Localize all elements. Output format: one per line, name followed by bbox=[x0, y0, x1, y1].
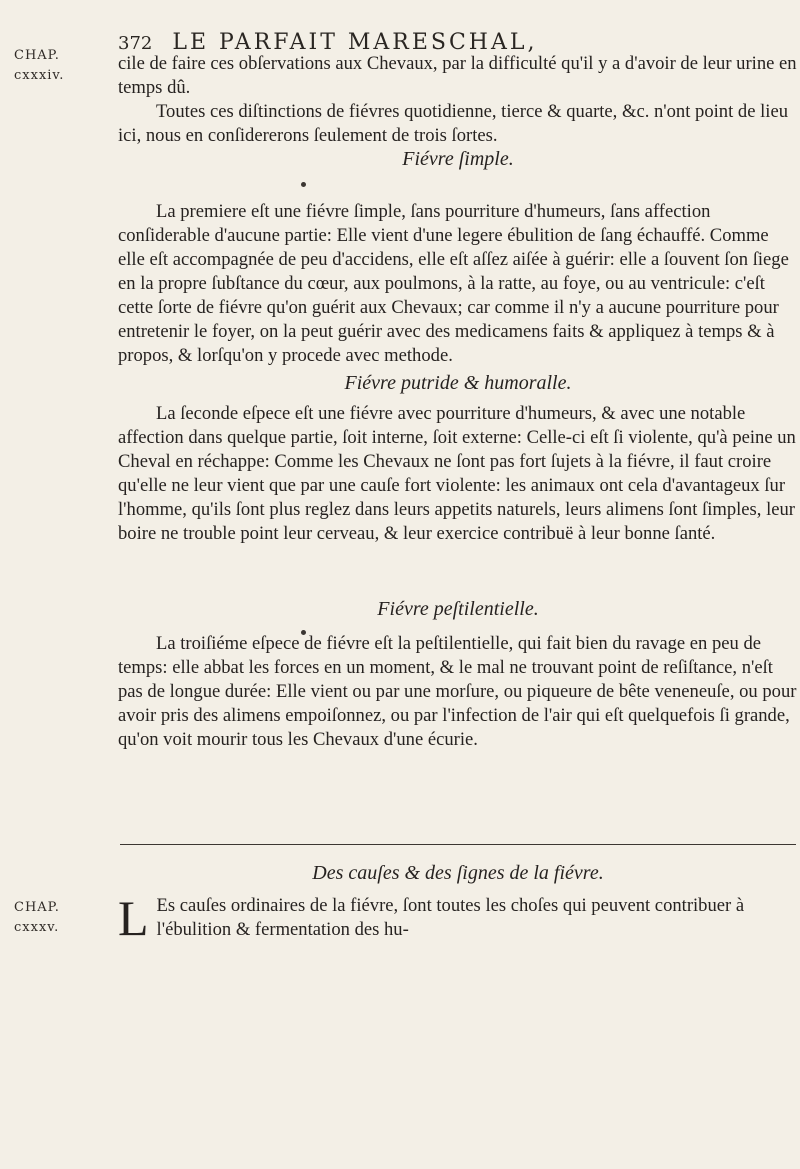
paragraph-pestilential-fever: La troiſiéme eſpece de fiévre eſt la peſtilentielle, qui fait bien du ravage en peu de temps: elle abbat les forces en un moment, & le mal ne trouvant point de reſiſtance, n'eſt pas de longue durée: Elle vient ou par une morſure, ou piqueure de bête veneneuſe, ou pour avoir pris des alimens empoiſonnez, ou par l'infection de l'air qui eſt quelquefois ſi grande, qu'on voit mourir tous les Chevaux d'une écurie. bbox=[118, 633, 797, 750]
margin-chap-number: cxxxv. bbox=[14, 920, 60, 935]
section-putrid-fever bbox=[118, 402, 798, 546]
section-pestilential-fever bbox=[118, 632, 798, 752]
section-causes bbox=[118, 890, 798, 946]
running-title: LE PARFAIT MARESCHAL, bbox=[172, 30, 538, 55]
printer-dot bbox=[301, 182, 306, 187]
heading-pestilential-fever: Fiévre peſtilentielle. bbox=[377, 598, 539, 620]
margin-chap-label: CHAP. bbox=[14, 900, 60, 915]
paragraph-continuation: cile de faire ces obſervations aux Chevaux, par la difficulté qu'il y a d'avoir de leur urine en temps dû. bbox=[118, 53, 797, 98]
paragraph-distinctions: Toutes ces diſtinctions de fiévres quotidienne, tierce & quarte, &c. n'ont point de lieu ici, nous en conſidererons ſeulement de trois ſortes. bbox=[118, 101, 788, 146]
margin-chapter-note-2 bbox=[14, 898, 60, 938]
page-number: 372 bbox=[118, 33, 153, 54]
margin-chap-label: CHAP. bbox=[14, 48, 60, 63]
opening-paragraphs bbox=[118, 52, 798, 148]
heading-putrid-fever: Fiévre putride & humoralle. bbox=[344, 372, 572, 394]
heading-causes-signs: Des cauſes & des ſignes de la fiévre. bbox=[312, 862, 604, 884]
section-divider bbox=[120, 844, 796, 845]
paragraph-putrid-fever: La ſeconde eſpece eſt une fiévre avec pourriture d'humeurs, & avec une notable affection dans quelque partie, ſoit interne, ſoit externe: Celle-ci eſt ſi violente, qu'à peine un Cheval en réchappe: Comme les Chevaux ne ſont pas fort ſujets à la fiévre, il faut croire qu'elle ne leur vient que par une cauſe fort violente: les animaux ont cela d'avantageux ſur l'homme, qu'ils ſont plus reglez dans leurs appetits naturels, leurs alimens ſont ſimples, leur boire ne trouble point leur cerveau, & leur exercice contribuë à leur bonne ſanté. bbox=[118, 403, 796, 544]
paragraph-causes-text: Es cauſes ordinaires de la fiévre, ſont toutes les choſes qui peuvent contribuer à l'ébulition & fermentation des hu- bbox=[156, 895, 745, 940]
margin-chapter-note-1 bbox=[14, 46, 64, 86]
heading-simple-fever: Fiévre ſimple. bbox=[402, 148, 514, 170]
section-simple-fever bbox=[118, 200, 798, 368]
paragraph-simple-fever: La premiere eſt une fiévre ſimple, ſans pourriture d'humeurs, ſans affection conſiderable d'aucune partie: Elle vient d'une legere ébulition de ſang échauffé. Comme elle eſt accompagnée de peu d'accidens, elle eſt aſſez aiſée à guérir: elle a ſouvent ſon ſiege en la propre ſubſtance du cœur, aux poulmons, à la ratte, au foye, ou au ventricule: c'eſt cette ſorte de fiévre qu'on guérit aux Chevaux; car comme il n'y a aucune pourriture pour entretenir le foyer, on la peut guérir avec des medicamens faits & appliquez à temps & à propos, & lorſqu'on y procede avec methode. bbox=[118, 201, 789, 366]
paragraph-causes bbox=[118, 890, 798, 946]
drop-cap: L bbox=[118, 890, 149, 946]
margin-chap-number: cxxxiv. bbox=[14, 68, 65, 83]
